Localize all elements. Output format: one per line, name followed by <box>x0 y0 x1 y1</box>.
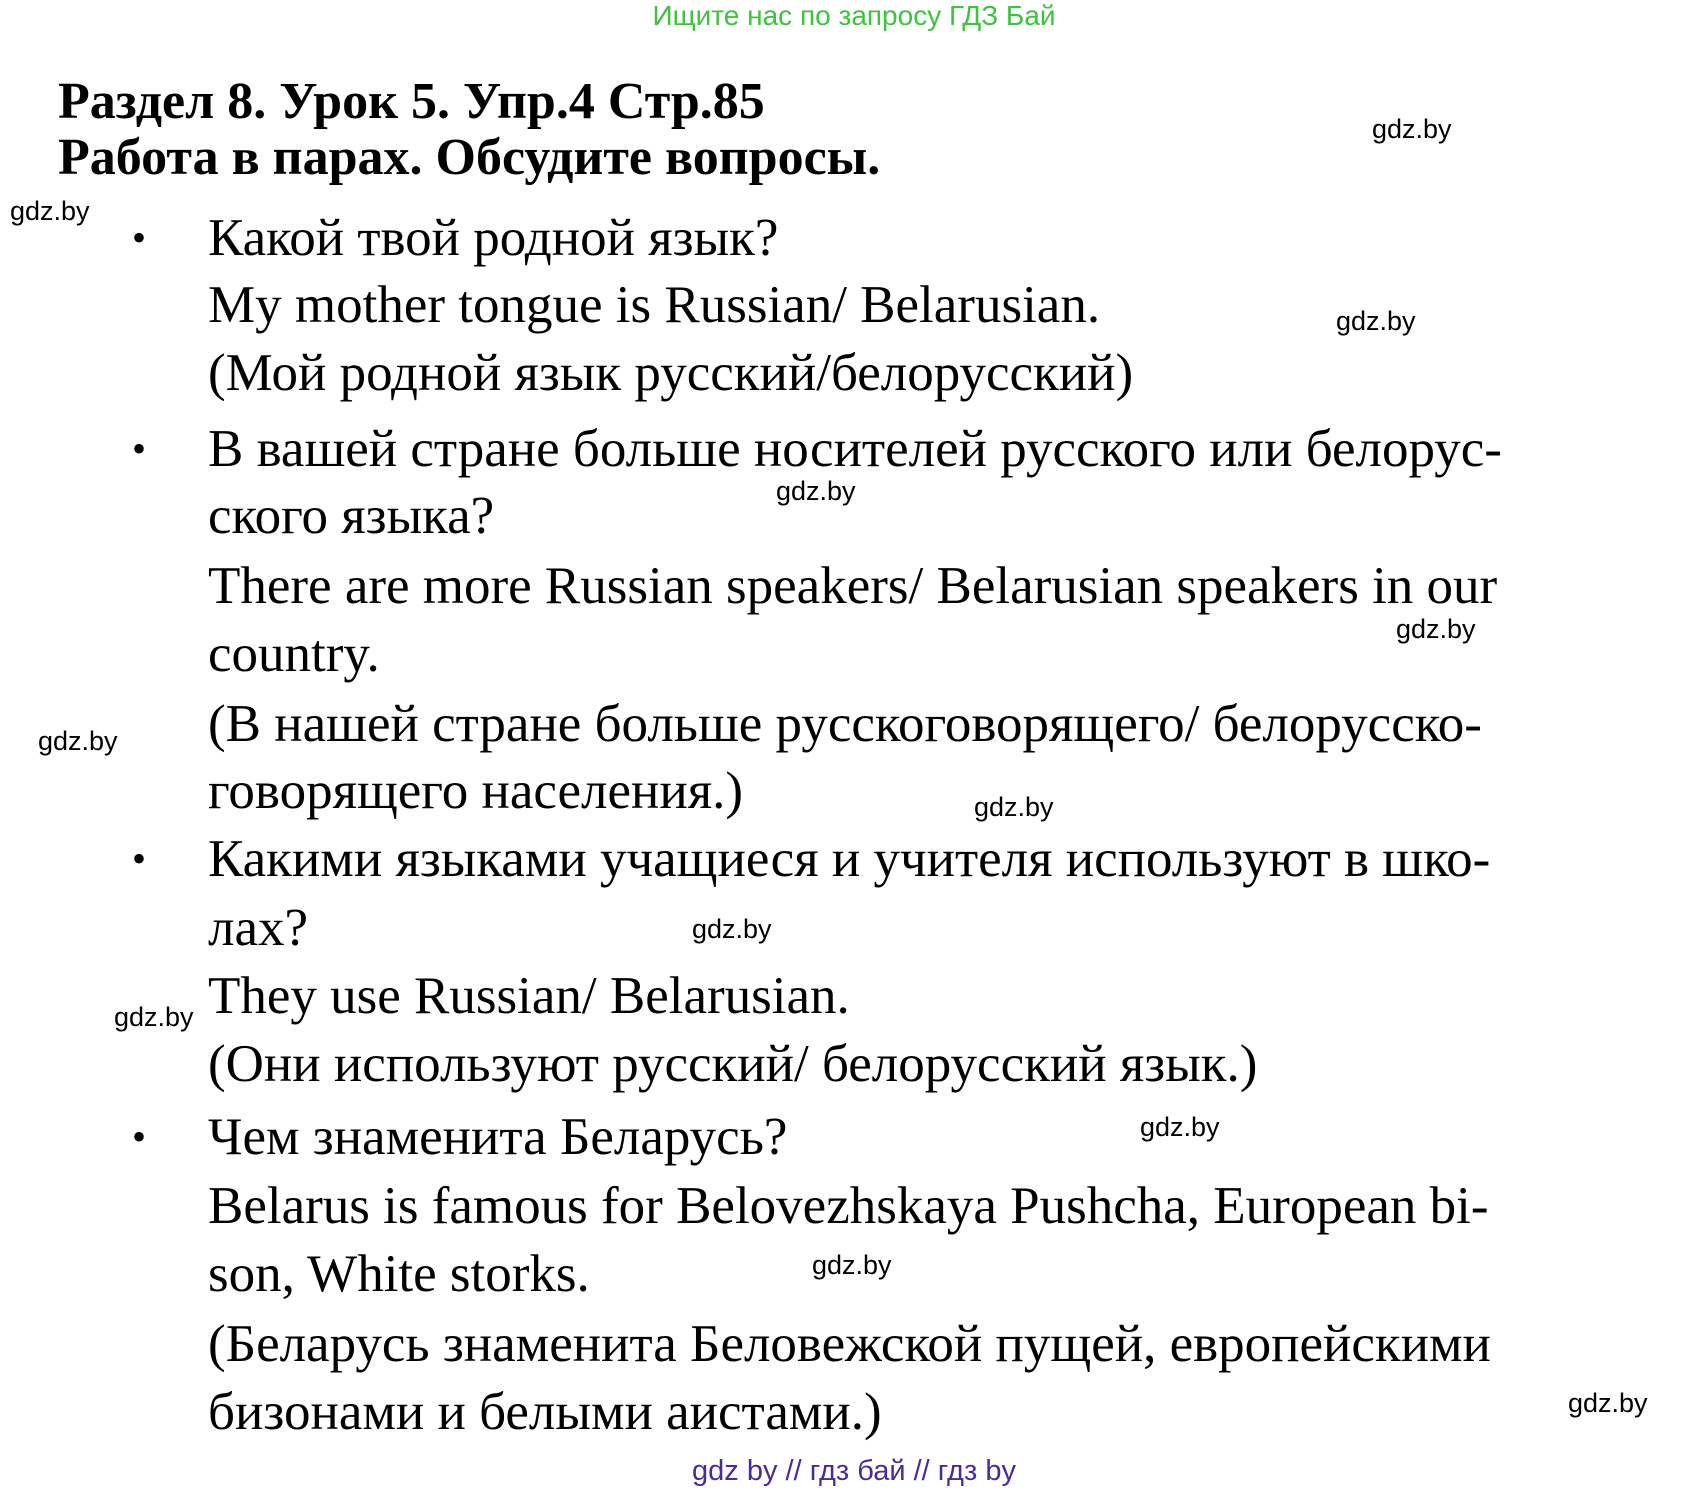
watermark: gdz.by <box>776 476 856 506</box>
footer-links: gdz by // гдз бай // гдз by <box>692 1455 1016 1487</box>
watermark: gdz.by <box>1140 1112 1220 1142</box>
watermark: gdz.by <box>812 1250 892 1280</box>
answer-line: My mother tongue is Russian/ Belarusian. <box>208 276 1101 334</box>
search-hint-banner: Ищите нас по запросу ГДЗ Бай <box>652 0 1056 31</box>
watermark: gdz.by <box>114 1002 194 1032</box>
watermark: gdz.by <box>1336 306 1416 336</box>
question-line: ского языка? <box>208 487 495 545</box>
watermark: gdz.by <box>38 726 118 756</box>
question-line: лах? <box>208 899 308 957</box>
question-line: В вашей стране больше носителей русского или белорус- <box>208 420 1502 478</box>
answer-line: country. <box>208 625 380 683</box>
translation-line: говорящего населения.) <box>208 762 744 820</box>
bullet-marker: • <box>132 215 147 260</box>
answer-line: Belarus is famous for Belovezhskaya Pushcha, European bi- <box>208 1177 1489 1235</box>
page-subtitle: Работа в парах. Обсудите вопросы. <box>58 129 881 186</box>
question-line: Какой твой родной язык? <box>208 209 779 267</box>
watermark: gdz.by <box>1396 614 1476 644</box>
translation-line: бизонами и белыми аистами.) <box>208 1383 882 1441</box>
bullet-marker: • <box>132 836 147 881</box>
answer-line: They use Russian/ Belarusian. <box>208 967 850 1025</box>
watermark: gdz.by <box>1372 114 1452 144</box>
question-line: Чем знаменита Беларусь? <box>208 1108 788 1166</box>
watermark: gdz.by <box>974 792 1054 822</box>
question-line: Какими языками учащиеся и учителя используют в шко- <box>208 830 1491 888</box>
answer-line: There are more Russian speakers/ Belarusian speakers in our <box>208 557 1498 615</box>
translation-line: (Они используют русский/ белорусский язык.) <box>208 1035 1258 1093</box>
watermark: gdz.by <box>692 914 772 944</box>
bullet-marker: • <box>132 1114 147 1159</box>
page-title: Раздел 8. Урок 5. Упр.4 Стр.85 <box>58 73 765 130</box>
answer-line: son, White storks. <box>208 1245 590 1303</box>
watermark: gdz.by <box>10 196 90 226</box>
translation-line: (Мой родной язык русский/белорусский) <box>208 344 1134 402</box>
watermark: gdz.by <box>1568 1388 1648 1418</box>
translation-line: (Беларусь знаменита Беловежской пущей, европейскими <box>208 1315 1491 1373</box>
translation-line: (В нашей стране больше русскоговорящего/ белорусско- <box>208 695 1482 753</box>
bullet-marker: • <box>132 426 147 471</box>
